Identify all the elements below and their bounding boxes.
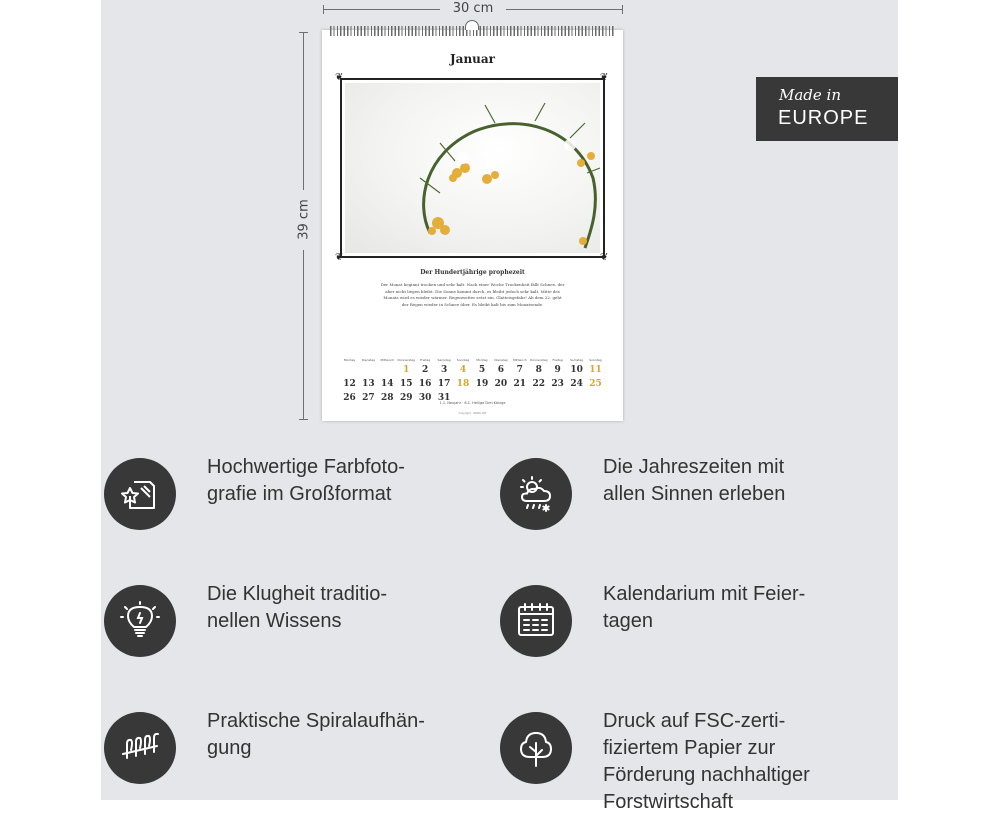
day-cell: 17 bbox=[437, 379, 451, 389]
ornament-icon: ❦ bbox=[600, 72, 609, 83]
height-dimension-label-box bbox=[294, 190, 314, 250]
day-cell: 20 bbox=[494, 379, 508, 389]
day-cell: 24 bbox=[570, 379, 583, 389]
day-cell: 26 bbox=[343, 393, 356, 403]
weekday-label: Dienstag bbox=[494, 358, 508, 362]
prophecy-title: Der Hundertjährige prophezeit bbox=[420, 269, 525, 276]
day-cell: 8 bbox=[535, 365, 542, 375]
day-cell: 29 bbox=[399, 393, 413, 403]
weekday-label: Donnerstag bbox=[397, 358, 415, 362]
day-cell bbox=[359, 364, 378, 376]
calendar-grid bbox=[340, 358, 605, 404]
weekday-label: Donnerstag bbox=[529, 358, 548, 362]
weekday-label: Samstag bbox=[437, 358, 451, 362]
ornament-icon: ❦ bbox=[335, 72, 344, 83]
day-cell: 28 bbox=[381, 393, 394, 403]
day-cell: 21 bbox=[513, 379, 527, 389]
calendar-hanger bbox=[465, 20, 479, 30]
weekday-header bbox=[340, 358, 605, 362]
holiday-note: 1.1. Neujahr · 6.1. Heilige Drei Könige bbox=[439, 401, 506, 405]
weekday-label: Montag bbox=[476, 358, 488, 362]
ornament-icon: ❦ bbox=[600, 252, 609, 263]
day-cell: 4 bbox=[459, 365, 467, 375]
lightbulb-icon bbox=[104, 585, 176, 657]
feature-text: Kalendarium mit Feier- tagen bbox=[603, 583, 806, 632]
weekday-label: Montag bbox=[343, 358, 356, 362]
copyright: Copyright · WORK ART bbox=[458, 412, 487, 415]
day-cell bbox=[340, 364, 359, 376]
calendar-icon bbox=[500, 585, 572, 657]
feature-text: Praktische Spiralaufhän- gung bbox=[207, 710, 425, 759]
height-dimension-label: 39 cm bbox=[296, 199, 312, 240]
day-cell: 10 bbox=[570, 365, 583, 375]
week-row bbox=[340, 378, 605, 390]
photo-frame bbox=[335, 72, 609, 263]
weekday-label: Freitag bbox=[420, 358, 431, 362]
day-cell: 13 bbox=[362, 379, 375, 389]
day-cell: 6 bbox=[497, 365, 505, 375]
badge-europe: EUROPE bbox=[778, 107, 869, 129]
month-title: Januar bbox=[450, 52, 495, 66]
made-in-europe-badge bbox=[756, 77, 898, 141]
photo-star-icon bbox=[104, 458, 176, 530]
day-cell: 1 bbox=[403, 365, 410, 375]
day-cell: 7 bbox=[516, 365, 523, 375]
day-cell: 19 bbox=[475, 379, 489, 389]
feature-text: Die Jahreszeiten mit allen Sinnen erleben bbox=[603, 456, 786, 505]
week-row bbox=[340, 364, 605, 376]
day-cell: 15 bbox=[399, 379, 413, 389]
day-cell: 23 bbox=[551, 379, 564, 389]
calendar-preview bbox=[322, 30, 623, 421]
day-cell: 9 bbox=[554, 365, 561, 375]
badge-made-in: Made in bbox=[779, 86, 842, 104]
feature-text: Die Klugheit traditio- nellen Wissens bbox=[207, 583, 388, 632]
tree-icon bbox=[500, 712, 572, 784]
weekday-label: Freitag bbox=[552, 358, 563, 362]
ornament-icon: ❦ bbox=[335, 252, 344, 263]
day-cell: 3 bbox=[440, 365, 448, 375]
day-cell: 22 bbox=[532, 379, 545, 389]
day-cell: 18 bbox=[456, 379, 470, 389]
weekday-label: Samstag bbox=[570, 358, 584, 362]
day-cell: 31 bbox=[437, 393, 451, 403]
spiral-binding-icon bbox=[104, 712, 176, 784]
weather-seasons-icon bbox=[500, 458, 572, 530]
day-cell: 25 bbox=[589, 379, 602, 389]
day-cell: 16 bbox=[418, 379, 432, 389]
width-dimension-label: 30 cm bbox=[440, 1, 506, 17]
weekday-label: Sonntag bbox=[456, 358, 470, 362]
day-cell: 12 bbox=[343, 379, 356, 389]
weekday-label: Dienstag bbox=[361, 358, 376, 362]
prophecy-text: Der Monat beginnt trocken und sehr kalt. Nach einer Woche Trockenheit fällt Schnee, der aber nicht liegen bleibt. Die Sonne kommt durch, es bleibt jedoch sehr kalt. Mitte des Monats wird es wieder wärmer. Regenwetter setzt ein. Glatteisgefahr! Ab dem 22. geht der Regen wieder in Schnee über. Es bleibt kalt bis zum Monatsende. bbox=[380, 282, 565, 307]
day-cell: 11 bbox=[589, 365, 602, 375]
feature-text: Druck auf FSC-zerti- fiziertem Papier zur Förderung nachhaltiger Forstwirtschaft bbox=[603, 710, 810, 813]
day-cell: 5 bbox=[478, 365, 486, 375]
weekday-label: Mittwoch bbox=[380, 358, 395, 362]
day-rows bbox=[340, 364, 605, 404]
day-cell: 30 bbox=[418, 393, 432, 403]
weekday-label: Mittwoch bbox=[513, 358, 527, 362]
weekday-label: Sonntag bbox=[589, 358, 602, 362]
day-cell: 2 bbox=[422, 365, 429, 375]
feature-text: Hochwertige Farbfoto- grafie im Großformat bbox=[207, 456, 405, 505]
day-cell bbox=[378, 364, 397, 376]
day-cell: 27 bbox=[362, 393, 375, 403]
flower-photo bbox=[345, 83, 600, 253]
day-cell: 14 bbox=[381, 379, 394, 389]
